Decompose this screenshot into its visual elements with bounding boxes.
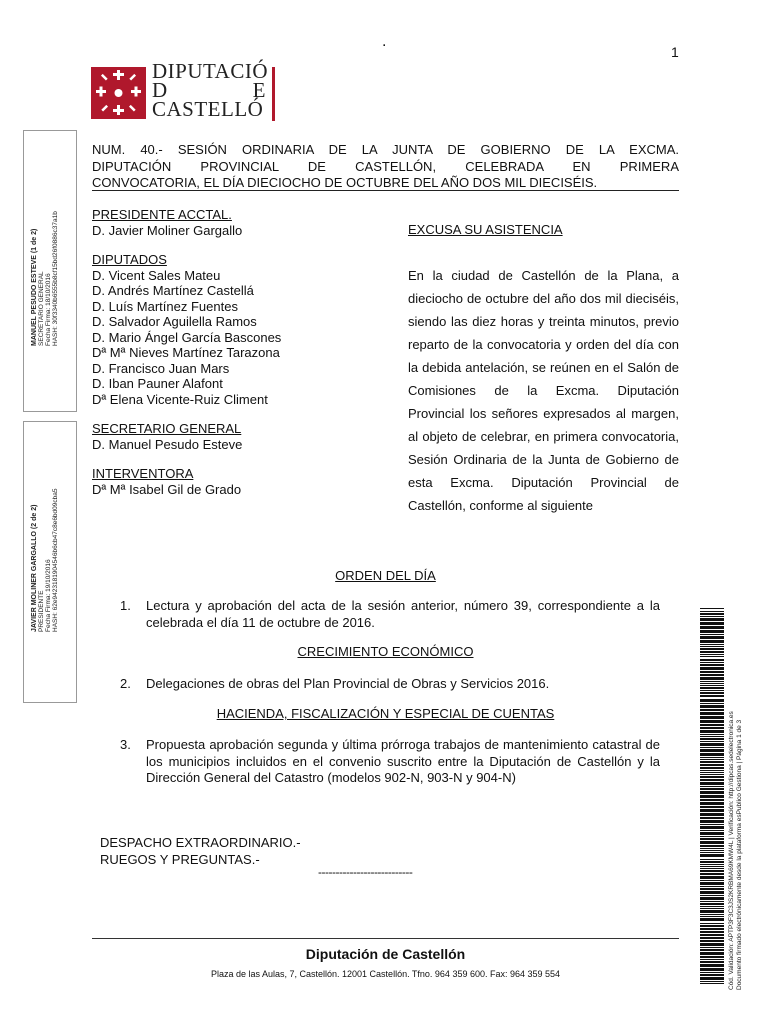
logo-text <box>152 59 268 121</box>
deputy-name: D. Luís Martínez Fuentes <box>92 298 238 314</box>
page-number: 1 <box>671 44 679 60</box>
page-dot: . <box>382 33 387 50</box>
president-title: PRESIDENTE ACCTAL. <box>92 207 232 222</box>
logo-divider <box>272 67 275 121</box>
agenda-item-1 <box>120 598 660 631</box>
signer-name: JAVIER MOLINER GARGALLO (2 de 2) <box>31 504 38 632</box>
footer-address: Plaza de las Aulas, 7, Castellón. 12001 Castellón. Tfno. 964 359 600. Fax: 964 359 554 <box>210 969 561 979</box>
end-dashes: --------------------------- <box>318 865 413 879</box>
heading-underline <box>92 190 679 191</box>
heading-line-1: NUM. 40.- SESIÓN ORDINARIA DE LA JUNTA DE GOBIERNO DE LA EXCMA. <box>92 142 679 157</box>
footer-title: Diputación de Castellón <box>305 946 466 962</box>
validation-text <box>728 711 744 990</box>
signature-box <box>23 130 77 412</box>
deputies-title: DIPUTADOS <box>92 252 167 267</box>
session-heading <box>92 142 679 192</box>
barcode-icon <box>700 608 724 984</box>
signature-hash: HASH: 30f3340b6555b8cf15bd26f0886c37a1b <box>52 211 59 346</box>
deputy-name: D. Mario Ángel García Bascones <box>92 329 282 345</box>
extra-sections <box>100 834 301 868</box>
secretary-title: SECRETARIO GENERAL <box>92 421 242 436</box>
deputy-name: D. Vicent Sales Mateu <box>92 267 221 283</box>
deputy-name: D. Andrés Martínez Castellá <box>92 283 254 298</box>
extraordinary-dispatch: DESPACHO EXTRAORDINARIO.- <box>100 835 301 850</box>
deputy-name: D. Iban Pauner Alafont <box>92 376 223 391</box>
logo-emblem <box>91 67 146 119</box>
footer-divider <box>92 938 679 939</box>
validation-code: Cód. Validación: APTP3F3C3JS2KRBMA69KMW4L | Verificación: http://dipcas.sedelectronica.es <box>728 711 735 990</box>
president-name: D. Javier Moliner Gargallo <box>92 222 243 238</box>
auditor-title: INTERVENTORA <box>92 466 194 481</box>
section-title: HACIENDA, FISCALIZACIÓN Y ESPECIAL DE CUENTAS <box>216 706 555 721</box>
agenda-item-2 <box>120 676 660 693</box>
item-number: 2. <box>120 676 131 691</box>
logo-line-1: DIPUTACIÓ <box>152 59 268 83</box>
logo-crosses-icon <box>91 67 146 119</box>
intro-paragraph: En la ciudad de Castellón de la Plana, a dieciocho de octubre del año dos mil dieciséis, siendo las diez horas y treinta minutos, previo reparto de la convocatoria y orden del día con la debida antelación, se reúnen en el Salón de Comisiones de la Excma. Diputación Provincial los señores expresados al margen, al objeto de celebrar, en primera convocatoria, Sesión Ordinaria de la Junta de Gobierno de esta Excma. Diputación Provincial de Castellón, conforme al siguiente <box>408 268 679 513</box>
auditor-name: Dª Mª Isabel Gil de Grado <box>92 481 242 497</box>
signature-date: Fecha Firma: 18/10/2016 <box>45 273 52 346</box>
secretary-name: D. Manuel Pesudo Esteve <box>92 436 243 452</box>
item-number: 3. <box>120 737 131 752</box>
deputy-name: D. Salvador Aguilella Ramos <box>92 314 257 329</box>
deputy-name: Dª Elena Vicente-Ruiz Climent <box>92 391 268 407</box>
signature-text <box>31 211 59 346</box>
agenda-title: ORDEN DEL DÍA <box>335 568 436 583</box>
item-number: 1. <box>120 598 131 613</box>
signer-name: MANUEL PESUDO ESTEVE (1 de 2) <box>31 228 38 346</box>
section-title: CRECIMIENTO ECONÓMICO <box>297 644 474 659</box>
item-text: Propuesta aprobación segunda y última prórroga trabajos de mantenimiento catastral de los municipios incluidos en el convenio suscrito entre la Diputación de Castellón y la Dirección General del Catastro (modelos 902-N, 903-N y 904-N) <box>146 737 660 785</box>
attendees-list <box>92 207 392 497</box>
excuse-title: EXCUSA SU ASISTENCIA <box>408 222 563 237</box>
signature-hash: HASH: 62e9423181904546b6cb47c8e6bd09cba5 <box>52 488 59 632</box>
signature-box <box>23 421 77 703</box>
signer-role: SECRETARIO GENERAL <box>38 271 45 346</box>
item-text: Lectura y aprobación del acta de la sesión anterior, número 39, correspondiente a la celebrada el día 11 de octubre de 2016. <box>146 598 660 630</box>
signer-role: PRESIDENTE <box>38 590 45 632</box>
item-text: Delegaciones de obras del Plan Provincial de Obras y Servicios 2016. <box>146 676 550 691</box>
heading-line-2: DIPUTACIÓN PROVINCIAL DE CASTELLÓN, CELEBRADA EN PRIMERA <box>92 158 679 174</box>
agenda-item-3 <box>120 737 660 787</box>
logo-line-2: D E <box>152 78 266 102</box>
deputy-name: D. Francisco Juan Mars <box>92 360 230 376</box>
signature-text <box>31 489 59 633</box>
requests-questions: RUEGOS Y PREGUNTAS.- <box>100 852 260 867</box>
deputy-name: Dª Mª Nieves Martínez Tarazona <box>92 345 280 360</box>
heading-line-3: CONVOCATORIA, EL DÍA DIECIOCHO DE OCTUBRE DEL AÑO DOS MIL DIECISÉIS. <box>92 175 598 190</box>
validation-note: Documento firmado electrónicamente desde la plataforma esPublico Gestiona | Página 1 de 3 <box>736 719 743 990</box>
signature-date: Fecha Firma: 19/10/2016 <box>45 559 52 632</box>
logo-line-3: CASTELLÓ <box>152 97 264 121</box>
